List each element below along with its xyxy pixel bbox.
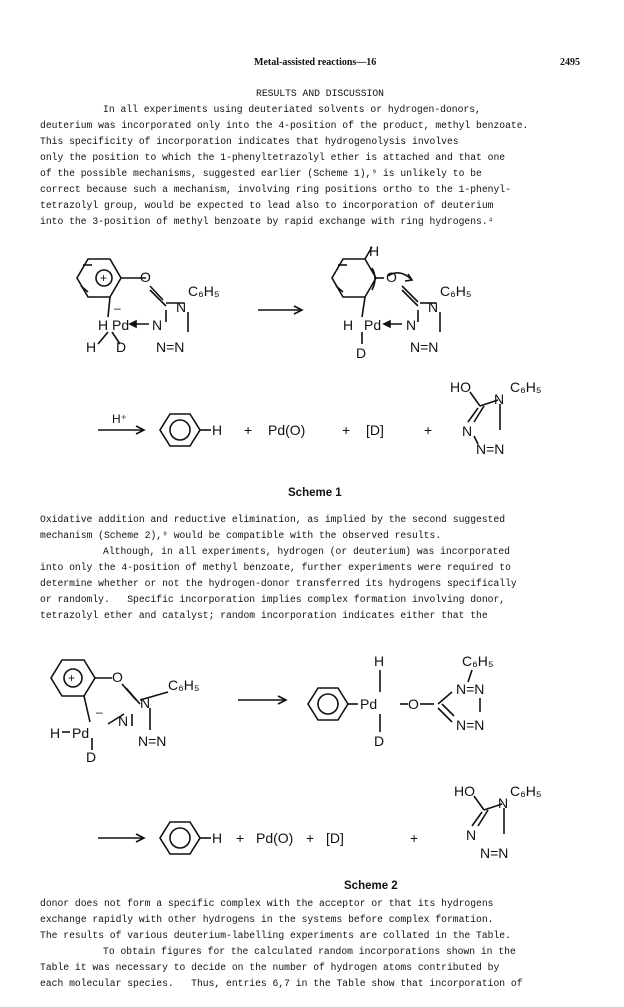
atom-N: N xyxy=(498,795,509,811)
text-line: mechanism (Scheme 2),⁹ would be compatible with the observed results. xyxy=(40,530,442,541)
phenyl-group: C₆H₅ xyxy=(188,283,220,299)
phenyl-group: C₆H₅ xyxy=(510,379,542,395)
scheme-2-figure xyxy=(0,632,624,877)
text-line: into only the 4-position of methyl benzoate, further experiments were required to xyxy=(40,562,511,573)
atom-N: N xyxy=(140,695,151,711)
atom-O: O xyxy=(140,269,151,285)
atom-N: N xyxy=(428,299,439,315)
plus-sign: + xyxy=(342,422,351,438)
atom-N: N xyxy=(152,317,163,333)
atom-D: D xyxy=(86,749,97,765)
aryl-H: H xyxy=(212,422,223,438)
atom-O: O xyxy=(408,696,419,712)
text-line: determine whether or not the hydrogen-donor transferred its hydrogens specifically xyxy=(40,578,517,589)
atom-N: N xyxy=(176,299,187,315)
text-line: The results of various deuterium-labelling experiments are collated in the Table. xyxy=(40,930,511,941)
text-line: In all experiments using deuteriated solvents or hydrogen-donors, xyxy=(103,104,481,115)
plus-sign: + xyxy=(424,422,433,438)
hydroxyl-group: HO xyxy=(454,783,475,799)
azo-group: N=N xyxy=(476,441,505,457)
atom-H: H xyxy=(86,339,97,355)
atom-H: H xyxy=(50,725,61,741)
ring-plus: + xyxy=(68,671,76,685)
plus-sign: + xyxy=(306,830,315,846)
atom-H: H xyxy=(343,317,354,333)
atom-D: D xyxy=(356,345,367,361)
scheme-2-caption: Scheme 2 xyxy=(344,880,398,892)
text-line: each molecular species. Thus, entries 6,7 in the Table show that incorporation of xyxy=(40,978,523,989)
atom-N: N xyxy=(406,317,417,333)
atom-H: H xyxy=(374,653,385,669)
deuterium-bracket: [D] xyxy=(366,422,384,438)
plus-sign: + xyxy=(410,830,419,846)
deuterium-bracket: [D] xyxy=(326,830,344,846)
atom-O: O xyxy=(112,669,123,685)
charge-minus: – xyxy=(114,301,121,315)
aryl-H: H xyxy=(212,830,223,846)
palladium-zero: Pd(O) xyxy=(268,422,306,438)
text-line: tetrazolyl ether and catalyst; random incorporation indicates either that the xyxy=(40,610,488,621)
running-title: Metal-assisted reactions—16 xyxy=(254,57,377,68)
azo-group: N=N xyxy=(456,681,485,697)
text-line: or randomly. Specific incorporation implies complex formation involving donor, xyxy=(40,594,506,605)
phenyl-group: C₆H₅ xyxy=(510,783,542,799)
azo-group: N=N xyxy=(156,339,185,355)
atom-Pd: Pd xyxy=(364,317,382,333)
atom-N: N xyxy=(118,713,129,729)
text-line: into the 3-position of methyl benzoate by rapid exchange with ring hydrogens.⁴ xyxy=(40,216,494,227)
text-line: tetrazolyl group, would be expected to lead also to incorporation of deuterium xyxy=(40,200,494,211)
plus-sign: + xyxy=(236,830,245,846)
atom-Pd: Pd xyxy=(72,725,90,741)
text-line: To obtain figures for the calculated random incorporations shown in the xyxy=(103,946,516,957)
ring-plus: + xyxy=(100,271,108,285)
proton: H⁺ xyxy=(112,412,127,426)
text-line: Oxidative addition and reductive elimination, as implied by the second suggested xyxy=(40,514,506,525)
azo-group: N=N xyxy=(456,717,485,733)
atom-Pd: Pd xyxy=(360,696,378,712)
text-line: only the position to which the 1-phenyltetrazolyl ether is attached and that one xyxy=(40,152,506,163)
section-heading: RESULTS AND DISCUSSION xyxy=(256,88,384,99)
phenyl-group: C₆H₅ xyxy=(168,677,200,693)
text-line: donor does not form a specific complex with the acceptor or that its hydrogens xyxy=(40,898,494,909)
text-line: Table it was necessary to decide on the number of hydrogen atoms contributed by xyxy=(40,962,500,973)
charge-minus: – xyxy=(96,705,103,719)
atom-H: H xyxy=(369,243,380,259)
atom-N: N xyxy=(494,391,505,407)
text-line: exchange rapidly with other hydrogens in the systems before complex formation. xyxy=(40,914,494,925)
azo-group: N=N xyxy=(138,733,167,749)
atom-Pd: Pd xyxy=(112,317,130,333)
text-line: correct because such a mechanism, involving ring positions ortho to the 1-phenyl- xyxy=(40,184,511,195)
atom-D: D xyxy=(116,339,127,355)
palladium-zero: Pd(O) xyxy=(256,830,294,846)
atom-N: N xyxy=(466,827,477,843)
page-number: 2495 xyxy=(560,57,580,68)
atom-D: D xyxy=(374,733,385,749)
atom-N: N xyxy=(462,423,473,439)
phenyl-group: C₆H₅ xyxy=(462,653,494,669)
atom-H: H xyxy=(98,317,109,333)
phenyl-group: C₆H₅ xyxy=(440,283,472,299)
azo-group: N=N xyxy=(410,339,439,355)
azo-group: N=N xyxy=(480,845,509,861)
text-line: This specificity of incorporation indicates that hydrogenolysis involves xyxy=(40,136,459,147)
text-line: Although, in all experiments, hydrogen (or deuterium) was incorporated xyxy=(103,546,510,557)
text-line: of the possible mechanisms, suggested earlier (Scheme 1),⁹ is unlikely to be xyxy=(40,168,482,179)
plus-sign: + xyxy=(244,422,253,438)
text-line: deuterium was incorporated only into the 4-position of the product, methyl benzoate. xyxy=(40,120,529,131)
atom-O: O xyxy=(386,269,397,285)
scheme-1-caption: Scheme 1 xyxy=(288,487,342,499)
hydroxyl-group: HO xyxy=(450,379,471,395)
scheme-1-figure xyxy=(0,240,624,485)
